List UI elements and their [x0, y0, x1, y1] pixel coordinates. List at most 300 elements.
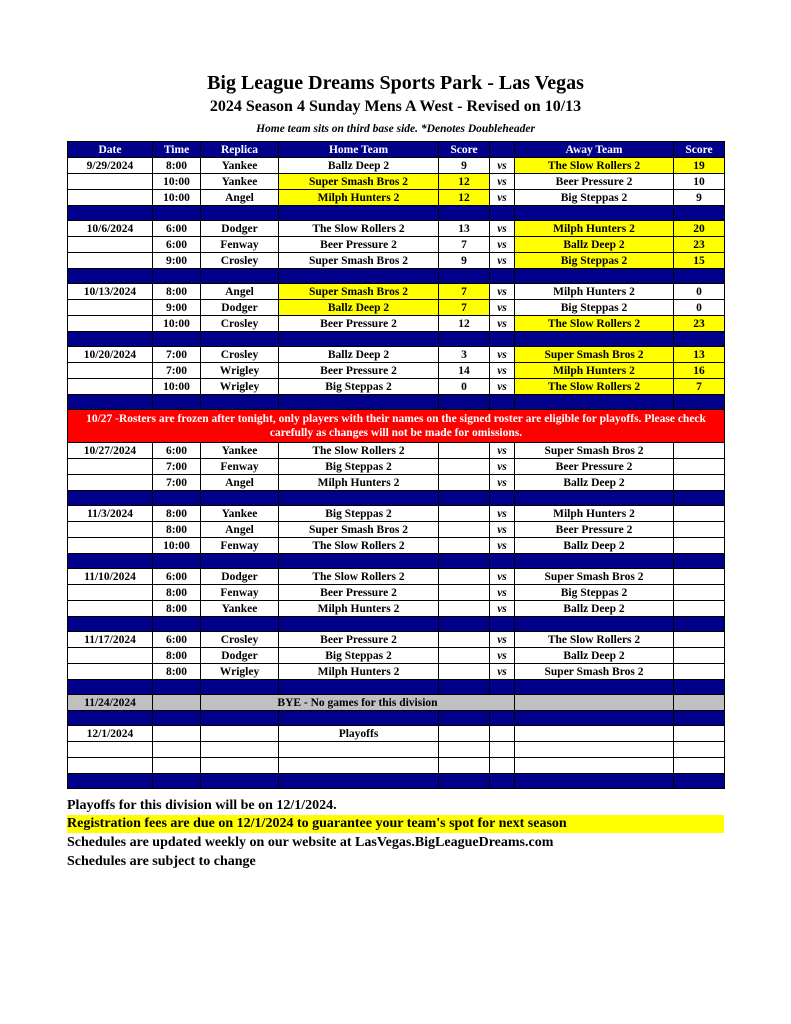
empty-cell: [68, 190, 153, 206]
home-team: Super Smash Bros 2: [279, 174, 439, 190]
separator-cell: [439, 269, 490, 284]
replica-field: Wrigley: [201, 664, 279, 680]
col-replica: Replica: [201, 142, 279, 158]
separator-cell: [279, 332, 439, 347]
empty-cell: [68, 601, 153, 617]
away-team: The Slow Rollers 2: [515, 158, 674, 174]
separator-cell: [490, 491, 515, 506]
home-score: 7: [439, 300, 490, 316]
separator-cell: [490, 332, 515, 347]
away-team: Beer Pressure 2: [515, 522, 674, 538]
empty-cell: [490, 758, 515, 774]
away-team: Milph Hunters 2: [515, 284, 674, 300]
week-date: 11/10/2024: [68, 569, 153, 585]
replica-field: Fenway: [201, 237, 279, 253]
week-separator: [68, 491, 725, 506]
away-score: 16: [674, 363, 725, 379]
week-date: 11/17/2024: [68, 632, 153, 648]
game-time: 8:00: [153, 585, 201, 601]
replica-field: Dodger: [201, 221, 279, 237]
vs-label: vs: [490, 459, 515, 475]
game-time: 7:00: [153, 459, 201, 475]
home-team: Big Steppas 2: [279, 648, 439, 664]
replica-field: Fenway: [201, 585, 279, 601]
separator-cell: [490, 206, 515, 221]
home-team: Super Smash Bros 2: [279, 522, 439, 538]
col-date: Date: [68, 142, 153, 158]
replica-field: Wrigley: [201, 379, 279, 395]
separator-cell: [201, 680, 279, 695]
home-team: Big Steppas 2: [279, 379, 439, 395]
bye-row: [68, 695, 725, 711]
replica-field: Angel: [201, 475, 279, 491]
empty-cell: [68, 742, 153, 758]
away-team: Super Smash Bros 2: [515, 664, 674, 680]
separator-cell: [201, 206, 279, 221]
away-score: [674, 538, 725, 554]
separator-cell: [153, 711, 201, 726]
game-time: 7:00: [153, 475, 201, 491]
vs-label: vs: [490, 300, 515, 316]
separator-cell: [674, 711, 725, 726]
home-score: [439, 538, 490, 554]
home-score: [439, 522, 490, 538]
roster-alert: 10/27 -Rosters are frozen after tonight, only players with their names on the signed roster are eligible for playoffs. Please check carefully as changes will not be made for omissions.: [68, 410, 725, 443]
home-team: Beer Pressure 2: [279, 316, 439, 332]
col-time: Time: [153, 142, 201, 158]
empty-cell: [68, 316, 153, 332]
separator-cell: [279, 395, 439, 410]
away-score: [674, 459, 725, 475]
game-time: 6:00: [153, 569, 201, 585]
week-date: 11/24/2024: [68, 695, 153, 711]
table-row: [68, 347, 725, 363]
away-team: Milph Hunters 2: [515, 506, 674, 522]
replica-field: Yankee: [201, 174, 279, 190]
home-score: [439, 475, 490, 491]
vs-label: vs: [490, 601, 515, 617]
away-score: 20: [674, 221, 725, 237]
away-score: [674, 475, 725, 491]
separator-cell: [201, 617, 279, 632]
separator-cell: [490, 554, 515, 569]
away-score: [674, 443, 725, 459]
footer-playoffs-note: Playoffs for this division will be on 12/1/2024.: [67, 798, 337, 813]
table-row: [68, 664, 725, 680]
separator-cell: [439, 554, 490, 569]
away-score: [674, 664, 725, 680]
separator-cell: [439, 617, 490, 632]
away-score: 0: [674, 300, 725, 316]
away-score: 23: [674, 316, 725, 332]
blank-row: [68, 742, 725, 758]
table-row: [68, 284, 725, 300]
home-team: Ballz Deep 2: [279, 300, 439, 316]
table-row: [68, 174, 725, 190]
home-team: Ballz Deep 2: [279, 158, 439, 174]
away-score: [674, 648, 725, 664]
home-team: Milph Hunters 2: [279, 664, 439, 680]
page-subtitle: 2024 Season 4 Sunday Mens A West - Revised on 10/13: [209, 98, 582, 115]
away-team: Big Steppas 2: [515, 585, 674, 601]
game-time: 6:00: [153, 443, 201, 459]
schedule-table: [67, 141, 725, 789]
separator-cell: [515, 774, 674, 789]
vs-label: vs: [490, 284, 515, 300]
home-team: The Slow Rollers 2: [279, 569, 439, 585]
separator-cell: [68, 774, 153, 789]
separator-cell: [674, 395, 725, 410]
table-row: [68, 522, 725, 538]
separator-cell: [515, 617, 674, 632]
separator-cell: [439, 774, 490, 789]
page-title: Big League Dreams Sports Park - Las Vegas: [207, 72, 584, 94]
separator-cell: [439, 680, 490, 695]
empty-cell: [201, 758, 279, 774]
replica-field: Yankee: [201, 443, 279, 459]
table-row: [68, 158, 725, 174]
game-time: 10:00: [153, 174, 201, 190]
empty-cell: [153, 742, 201, 758]
table-row: [68, 569, 725, 585]
week-date: 10/20/2024: [68, 347, 153, 363]
empty-cell: [515, 742, 674, 758]
col-away-score: Score: [674, 142, 725, 158]
home-score: 14: [439, 363, 490, 379]
empty-cell: [68, 538, 153, 554]
away-score: 19: [674, 158, 725, 174]
replica-field: Fenway: [201, 459, 279, 475]
home-team: Super Smash Bros 2: [279, 284, 439, 300]
game-time: 8:00: [153, 506, 201, 522]
away-score: 23: [674, 237, 725, 253]
away-team: Big Steppas 2: [515, 300, 674, 316]
separator-cell: [279, 491, 439, 506]
separator-cell: [68, 711, 153, 726]
vs-label: vs: [490, 379, 515, 395]
game-time: 8:00: [153, 158, 201, 174]
separator-cell: [674, 554, 725, 569]
separator-cell: [490, 617, 515, 632]
game-time: 10:00: [153, 316, 201, 332]
separator-cell: [674, 206, 725, 221]
game-time: 9:00: [153, 253, 201, 269]
separator-cell: [674, 269, 725, 284]
empty-cell: [153, 695, 201, 711]
away-team: Ballz Deep 2: [515, 475, 674, 491]
vs-label: vs: [490, 538, 515, 554]
empty-cell: [279, 742, 439, 758]
replica-field: Crosley: [201, 632, 279, 648]
separator-cell: [201, 269, 279, 284]
separator-cell: [439, 491, 490, 506]
away-team: Milph Hunters 2: [515, 363, 674, 379]
home-score: [439, 648, 490, 664]
away-score: 0: [674, 284, 725, 300]
separator-cell: [201, 554, 279, 569]
vs-label: vs: [490, 363, 515, 379]
week-date: 11/3/2024: [68, 506, 153, 522]
replica-field: Crosley: [201, 316, 279, 332]
home-score: 12: [439, 174, 490, 190]
table-row: [68, 316, 725, 332]
empty-cell: [68, 237, 153, 253]
separator-cell: [515, 680, 674, 695]
empty-cell: [674, 726, 725, 742]
week-date: 10/27/2024: [68, 443, 153, 459]
empty-cell: [68, 648, 153, 664]
replica-field: Yankee: [201, 158, 279, 174]
empty-cell: [674, 758, 725, 774]
separator-cell: [279, 680, 439, 695]
game-time: 7:00: [153, 363, 201, 379]
schedule-body: [68, 158, 725, 789]
empty-cell: [674, 742, 725, 758]
empty-cell: [68, 300, 153, 316]
away-score: 7: [674, 379, 725, 395]
away-score: 10: [674, 174, 725, 190]
separator-cell: [279, 774, 439, 789]
away-team: Super Smash Bros 2: [515, 347, 674, 363]
vs-label: vs: [490, 569, 515, 585]
vs-label: vs: [490, 347, 515, 363]
week-date: 10/13/2024: [68, 284, 153, 300]
empty-cell: [153, 726, 201, 742]
separator-cell: [490, 774, 515, 789]
away-team: Beer Pressure 2: [515, 459, 674, 475]
home-team: Milph Hunters 2: [279, 475, 439, 491]
game-time: 9:00: [153, 300, 201, 316]
week-separator: [68, 206, 725, 221]
table-row: [68, 379, 725, 395]
replica-field: Angel: [201, 284, 279, 300]
vs-label: vs: [490, 475, 515, 491]
replica-field: Angel: [201, 522, 279, 538]
away-score: 13: [674, 347, 725, 363]
vs-label: vs: [490, 443, 515, 459]
home-team: Milph Hunters 2: [279, 190, 439, 206]
table-row: [68, 443, 725, 459]
separator-cell: [153, 680, 201, 695]
empty-cell: [490, 742, 515, 758]
game-time: 8:00: [153, 284, 201, 300]
separator-cell: [279, 269, 439, 284]
away-team: The Slow Rollers 2: [515, 316, 674, 332]
game-time: 7:00: [153, 347, 201, 363]
empty-cell: [68, 475, 153, 491]
away-team: Milph Hunters 2: [515, 221, 674, 237]
week-date: 12/1/2024: [68, 726, 153, 742]
separator-cell: [201, 774, 279, 789]
footer-change-note: Schedules are subject to change: [67, 854, 256, 869]
separator-cell: [279, 206, 439, 221]
separator-cell: [439, 206, 490, 221]
separator-cell: [490, 711, 515, 726]
separator-cell: [279, 554, 439, 569]
empty-cell: [490, 726, 515, 742]
replica-field: Dodger: [201, 300, 279, 316]
home-team: The Slow Rollers 2: [279, 538, 439, 554]
separator-cell: [674, 774, 725, 789]
away-score: [674, 506, 725, 522]
separator-cell: [439, 711, 490, 726]
empty-cell: [153, 758, 201, 774]
table-row: [68, 538, 725, 554]
table-row: [68, 221, 725, 237]
separator-cell: [515, 491, 674, 506]
separator-cell: [515, 206, 674, 221]
empty-cell: [674, 695, 725, 711]
away-team: Beer Pressure 2: [515, 174, 674, 190]
home-team: Super Smash Bros 2: [279, 253, 439, 269]
table-row: [68, 475, 725, 491]
separator-cell: [279, 711, 439, 726]
away-team: Big Steppas 2: [515, 253, 674, 269]
replica-field: Yankee: [201, 506, 279, 522]
week-separator: [68, 395, 725, 410]
empty-cell: [68, 253, 153, 269]
replica-field: Dodger: [201, 569, 279, 585]
vs-label: vs: [490, 158, 515, 174]
playoffs-row: [68, 726, 725, 742]
separator-cell: [674, 617, 725, 632]
game-time: 6:00: [153, 237, 201, 253]
separator-cell: [490, 269, 515, 284]
week-separator: [68, 617, 725, 632]
home-team: Beer Pressure 2: [279, 632, 439, 648]
home-score: 9: [439, 158, 490, 174]
home-score: 3: [439, 347, 490, 363]
table-row: [68, 632, 725, 648]
separator-cell: [490, 395, 515, 410]
replica-field: Crosley: [201, 347, 279, 363]
week-separator: [68, 332, 725, 347]
separator-cell: [201, 711, 279, 726]
footer-registration-note: Registration fees are due on 12/1/2024 to guarantee your team's spot for next season: [67, 815, 724, 833]
roster-alert-row: [68, 410, 725, 443]
separator-cell: [201, 491, 279, 506]
empty-cell: [68, 758, 153, 774]
table-row: [68, 237, 725, 253]
empty-cell: [201, 742, 279, 758]
replica-field: Yankee: [201, 601, 279, 617]
col-away-team: Away Team: [515, 142, 674, 158]
replica-field: Wrigley: [201, 363, 279, 379]
vs-label: vs: [490, 585, 515, 601]
empty-cell: [279, 758, 439, 774]
game-time: 8:00: [153, 664, 201, 680]
vs-label: vs: [490, 522, 515, 538]
home-team: The Slow Rollers 2: [279, 221, 439, 237]
separator-cell: [439, 395, 490, 410]
separator-cell: [674, 680, 725, 695]
away-team: Ballz Deep 2: [515, 648, 674, 664]
empty-cell: [515, 695, 674, 711]
empty-cell: [68, 522, 153, 538]
empty-cell: [68, 379, 153, 395]
table-row: [68, 363, 725, 379]
separator-cell: [515, 269, 674, 284]
empty-cell: [68, 664, 153, 680]
separator-cell: [153, 395, 201, 410]
game-time: 10:00: [153, 190, 201, 206]
week-date: 10/6/2024: [68, 221, 153, 237]
empty-cell: [68, 363, 153, 379]
separator-cell: [153, 332, 201, 347]
away-team: Super Smash Bros 2: [515, 443, 674, 459]
home-team: Beer Pressure 2: [279, 585, 439, 601]
separator-cell: [515, 711, 674, 726]
home-score: 7: [439, 284, 490, 300]
week-separator: [68, 711, 725, 726]
home-score: [439, 664, 490, 680]
home-score: 12: [439, 316, 490, 332]
table-row: [68, 585, 725, 601]
vs-label: vs: [490, 253, 515, 269]
separator-cell: [279, 617, 439, 632]
home-score: [439, 632, 490, 648]
week-date: 9/29/2024: [68, 158, 153, 174]
home-team: Big Steppas 2: [279, 459, 439, 475]
vs-label: vs: [490, 648, 515, 664]
away-score: [674, 522, 725, 538]
empty-cell: [515, 758, 674, 774]
away-team: The Slow Rollers 2: [515, 632, 674, 648]
header-note: Home team sits on third base side. *Denotes Doubleheader: [256, 123, 535, 135]
separator-cell: [153, 206, 201, 221]
separator-cell: [68, 395, 153, 410]
empty-cell: [68, 585, 153, 601]
separator-cell: [68, 269, 153, 284]
away-team: Ballz Deep 2: [515, 237, 674, 253]
separator-cell: [515, 395, 674, 410]
separator-cell: [68, 206, 153, 221]
vs-label: vs: [490, 237, 515, 253]
empty-cell: [201, 726, 279, 742]
home-team: Beer Pressure 2: [279, 237, 439, 253]
replica-field: Dodger: [201, 648, 279, 664]
separator-cell: [515, 332, 674, 347]
week-separator: [68, 554, 725, 569]
footer-website-note: Schedules are updated weekly on our website at LasVegas.BigLeagueDreams.com: [67, 835, 554, 850]
separator-cell: [490, 680, 515, 695]
away-team: Big Steppas 2: [515, 190, 674, 206]
home-team: Big Steppas 2: [279, 506, 439, 522]
home-score: 7: [439, 237, 490, 253]
bye-label: BYE - No games for this division: [201, 695, 515, 711]
away-team: Super Smash Bros 2: [515, 569, 674, 585]
col-vs: [490, 142, 515, 158]
home-score: [439, 506, 490, 522]
table-row: [68, 648, 725, 664]
away-team: Ballz Deep 2: [515, 601, 674, 617]
separator-cell: [201, 332, 279, 347]
replica-field: Fenway: [201, 538, 279, 554]
home-score: 13: [439, 221, 490, 237]
vs-label: vs: [490, 316, 515, 332]
home-score: 0: [439, 379, 490, 395]
separator-cell: [153, 617, 201, 632]
table-row: [68, 300, 725, 316]
home-score: 9: [439, 253, 490, 269]
separator-cell: [674, 332, 725, 347]
home-score: [439, 569, 490, 585]
col-home-team: Home Team: [279, 142, 439, 158]
table-row: [68, 506, 725, 522]
away-score: [674, 601, 725, 617]
away-score: [674, 632, 725, 648]
away-score: [674, 569, 725, 585]
